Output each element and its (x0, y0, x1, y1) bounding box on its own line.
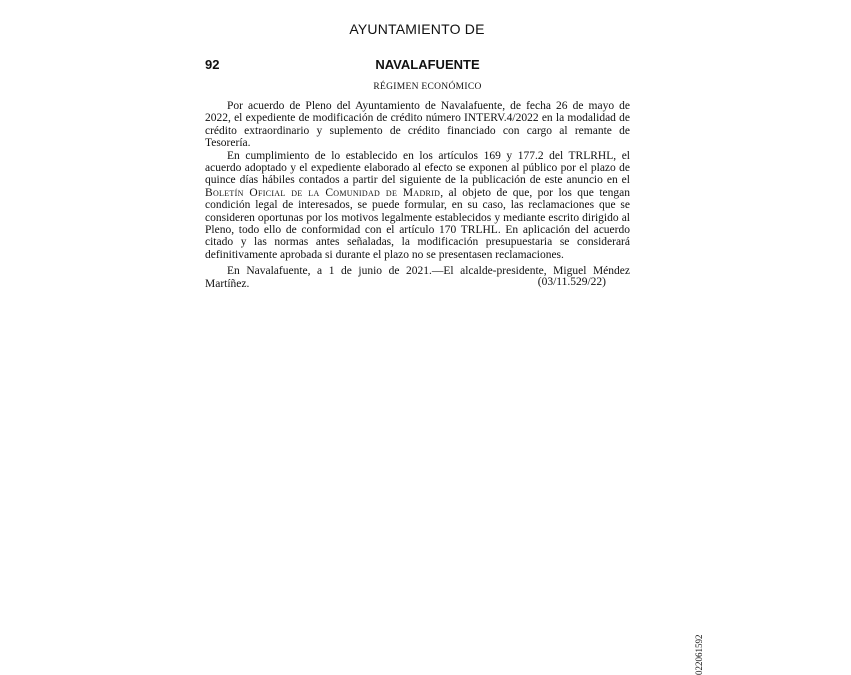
reference-code: (03/11.529/22) (537, 276, 606, 288)
bulletin-name: Boletín Oficial de la Comunidad de Madrid (205, 186, 441, 199)
subject-heading: RÉGIMEN ECONÓMICO (373, 82, 482, 92)
announcement-body (205, 100, 630, 290)
paragraph-signature: En Navalafuente, a 1 de junio de 2021.—El alcalde-presidente, Miguel Méndez Martíñez. (205, 265, 630, 290)
paragraph-public-exposure (205, 150, 630, 262)
entry-number: 92 (205, 57, 220, 72)
paragraph-public-exposure-text-a: En cumplimiento de lo establecido en los artículos 169 y 177.2 del TRLRHL, el acuerdo adoptado y el expediente elaborado al efecto se exponen al público por el plazo de quince días hábiles contados a partir del siguiente de la publicación de este anuncio en el (205, 149, 630, 187)
entity-name: NAVALAFUENTE (375, 57, 480, 72)
section-header: AYUNTAMIENTO DE (349, 21, 485, 37)
paragraph-public-exposure-text-b: , al objeto de que, por los que tengan condición legal de interesados, se puede formular, en su caso, las reclamaciones que se consideren oportunas por los motivos legalmente establecidos y mediante escrito dirigido al Pleno, todo ello de conformidad con el artículo 170 TRLHL. En aplicación del acuerdo citado y las normas antes señaladas, la modificación presupuestaria se considerará definitivamente aprobada si durante el plazo no se presentasen reclamaciones. (205, 186, 631, 261)
side-registration-code: 022061592 (694, 634, 704, 675)
paragraph-agreement: Por acuerdo de Pleno del Ayuntamiento de Navalafuente, de fecha 26 de mayo de 2022, el expediente de modificación de crédito número INTERV.4/2022 en la modalidad de crédito extraordinario y suplemento de crédito financiado con cargo al remante de Tesorería. (205, 100, 630, 150)
